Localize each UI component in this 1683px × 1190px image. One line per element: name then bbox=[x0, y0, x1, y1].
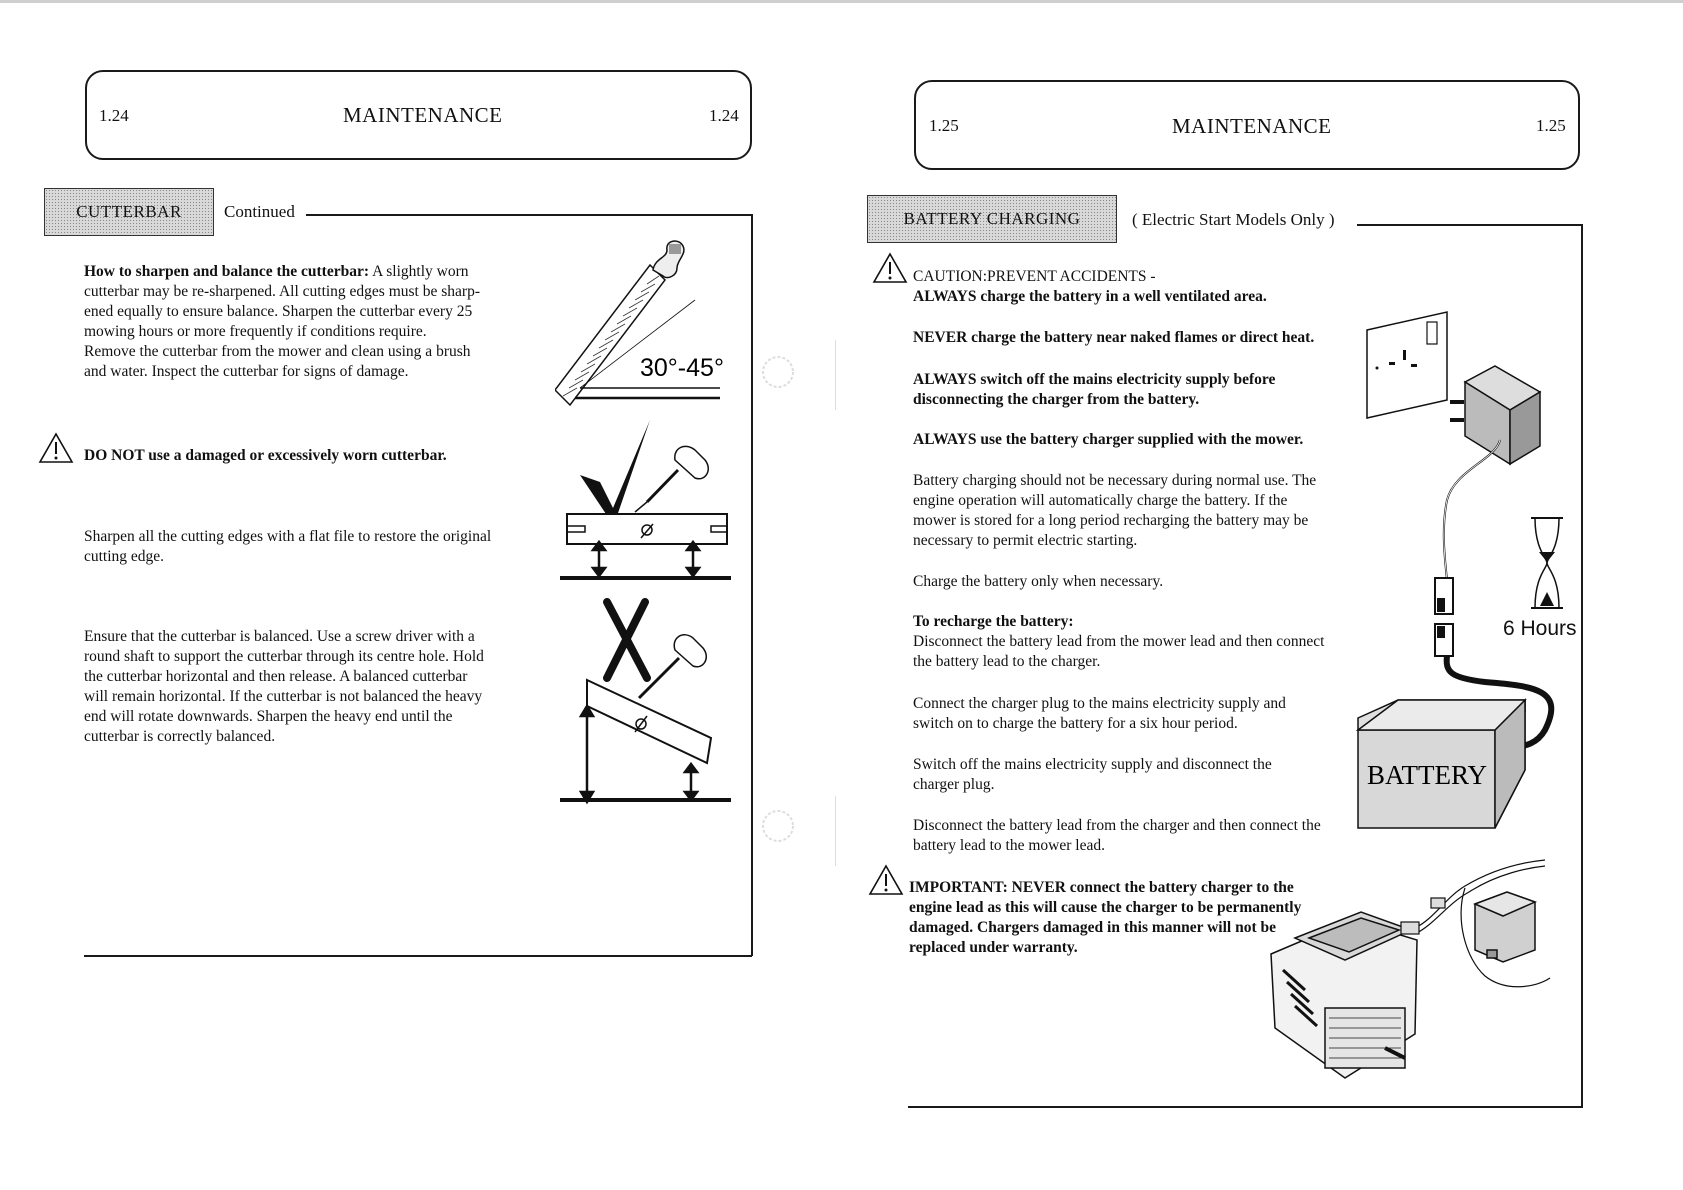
angle-label: 30°-45° bbox=[640, 354, 724, 382]
binding-mark-upper bbox=[835, 340, 836, 410]
wall-socket-icon bbox=[1367, 312, 1447, 418]
six-hours-label: 6 Hours bbox=[1503, 617, 1577, 640]
battery-icon bbox=[1358, 700, 1525, 828]
hourglass-icon bbox=[1531, 518, 1563, 608]
caution-title: CAUTION:PREVENT ACCIDENTS - bbox=[913, 268, 1156, 285]
sharpen-heading: How to sharpen and balance the cutterbar: bbox=[84, 263, 370, 280]
right-page-number-left: 1.25 bbox=[929, 116, 959, 135]
switch-off-plug-paragraph: Switch off the mains electricity supply and disconnect the charger plug. bbox=[913, 756, 1272, 793]
battery-label: BATTERY bbox=[1367, 760, 1488, 790]
cutterbar-section-tab: CUTTERBAR bbox=[44, 188, 214, 236]
mower-engine-figure bbox=[1265, 858, 1555, 1098]
right-frame-bottom-rule bbox=[908, 1106, 1583, 1108]
flat-file-paragraph: Sharpen all the cutting edges with a flat file to restore the original cutting edge. bbox=[84, 528, 492, 565]
normal-use-paragraph: Battery charging should not be necessary during normal use. The engine operation will automatically charge the battery. If the mower is stored for a long period recharging the battery may be necessary to permit electric starting. bbox=[913, 472, 1317, 549]
caution-block bbox=[913, 267, 1353, 307]
right-page-title: MAINTENANCE bbox=[1172, 114, 1332, 138]
binding-mark-lower bbox=[835, 796, 836, 866]
worn-cutterbar-warning: DO NOT use a damaged or excessively worn cutterbar. bbox=[84, 447, 447, 464]
ventilated-area-warning: ALWAYS charge the battery in a well ventilated area. bbox=[913, 288, 1267, 305]
scan-top-edge bbox=[0, 0, 1683, 3]
sharpen-line-1: How to sharpen and balance the cutterbar: A slightly worn bbox=[84, 263, 469, 280]
screwdriver-hand-icon-2 bbox=[639, 635, 706, 698]
warning-triangle-icon bbox=[38, 432, 74, 464]
naked-flames-warning: NEVER charge the battery near naked flames or direct heat. bbox=[913, 329, 1315, 346]
sharpen-paragraph: How to sharpen and balance the cutterbar: A slightly worn cutterbar may be re-sharpened. All cutting edges must be sharp- ened equally to ensure balance. Sharpen the cutterbar every 25 mowing hours or more frequently if conditions require. Remove the cutterbar from the mower and clean using a brush and water. Inspect the cutterbar for signs of damage. bbox=[84, 262, 514, 382]
charge-when-necessary: Charge the battery only when necessary. bbox=[913, 573, 1164, 590]
left-page-title: MAINTENANCE bbox=[343, 103, 503, 127]
balanced-cutterbar-figure bbox=[555, 420, 735, 585]
engine-icon bbox=[1271, 912, 1417, 1078]
left-frame-top-rule bbox=[306, 214, 752, 216]
battery-charger-figure bbox=[1355, 300, 1580, 840]
caution-triangle-icon bbox=[872, 252, 908, 284]
cutterbar-continued-label: Continued bbox=[224, 202, 295, 221]
battery-charging-section-tab: BATTERY CHARGING bbox=[867, 195, 1117, 243]
punch-hole-lower bbox=[758, 806, 798, 846]
connect-plug-paragraph: Connect the charger plug to the mains electricity supply and switch on to charge the battery for a six hour period. bbox=[913, 695, 1286, 732]
unbalanced-cutterbar-figure bbox=[555, 598, 735, 808]
screwdriver-hand-icon bbox=[635, 446, 708, 512]
recharge-heading: To recharge the battery: bbox=[913, 613, 1074, 630]
left-frame-right-rule bbox=[751, 214, 753, 956]
electric-start-models-label: ( Electric Start Models Only ) bbox=[1132, 210, 1335, 229]
balance-paragraph: Ensure that the cutterbar is balanced. Use a screw driver with a round shaft to support the cutterbar through its centre hole. Hold the cutterbar horizontal and then release. A balanced cutterbar will remain horizontal. If the cutterbar is not balanced the heavy end will rotate downwards. Sharpen the heavy end until the cutterbar is correctly balanced. bbox=[84, 628, 484, 745]
left-frame-bottom-rule bbox=[84, 955, 752, 957]
left-page-number-right: 1.24 bbox=[709, 106, 739, 125]
x-mark-icon bbox=[607, 602, 647, 678]
left-page-number-left: 1.24 bbox=[99, 106, 129, 125]
small-battery-icon bbox=[1475, 892, 1535, 962]
right-page-number-right: 1.25 bbox=[1536, 116, 1566, 135]
recharge-paragraph: To recharge the battery: Disconnect the battery lead from the mower lead and then connect the battery lead to the charger. bbox=[913, 612, 1348, 672]
switch-off-warning: ALWAYS switch off the mains electricity supply before disconnecting the charger from the battery. bbox=[913, 371, 1276, 408]
use-supplied-charger-warning: ALWAYS use the battery charger supplied with the mower. bbox=[913, 431, 1304, 448]
right-frame-top-rule bbox=[1357, 224, 1582, 226]
check-mark-icon bbox=[580, 420, 650, 520]
file-sharpening-angle-figure bbox=[555, 240, 735, 410]
disconnect-paragraph: Disconnect the battery lead from the charger and then connect the battery lead to the mower lead. bbox=[913, 817, 1321, 854]
punch-hole-upper bbox=[758, 352, 798, 392]
important-triangle-icon bbox=[868, 864, 904, 896]
important-warning: IMPORTANT: NEVER connect the battery charger to the engine lead as this will cause the charger to be permanently damaged. Chargers damaged in this manner will not be replaced under warranty. bbox=[909, 879, 1302, 956]
right-frame-right-rule bbox=[1581, 224, 1583, 1108]
